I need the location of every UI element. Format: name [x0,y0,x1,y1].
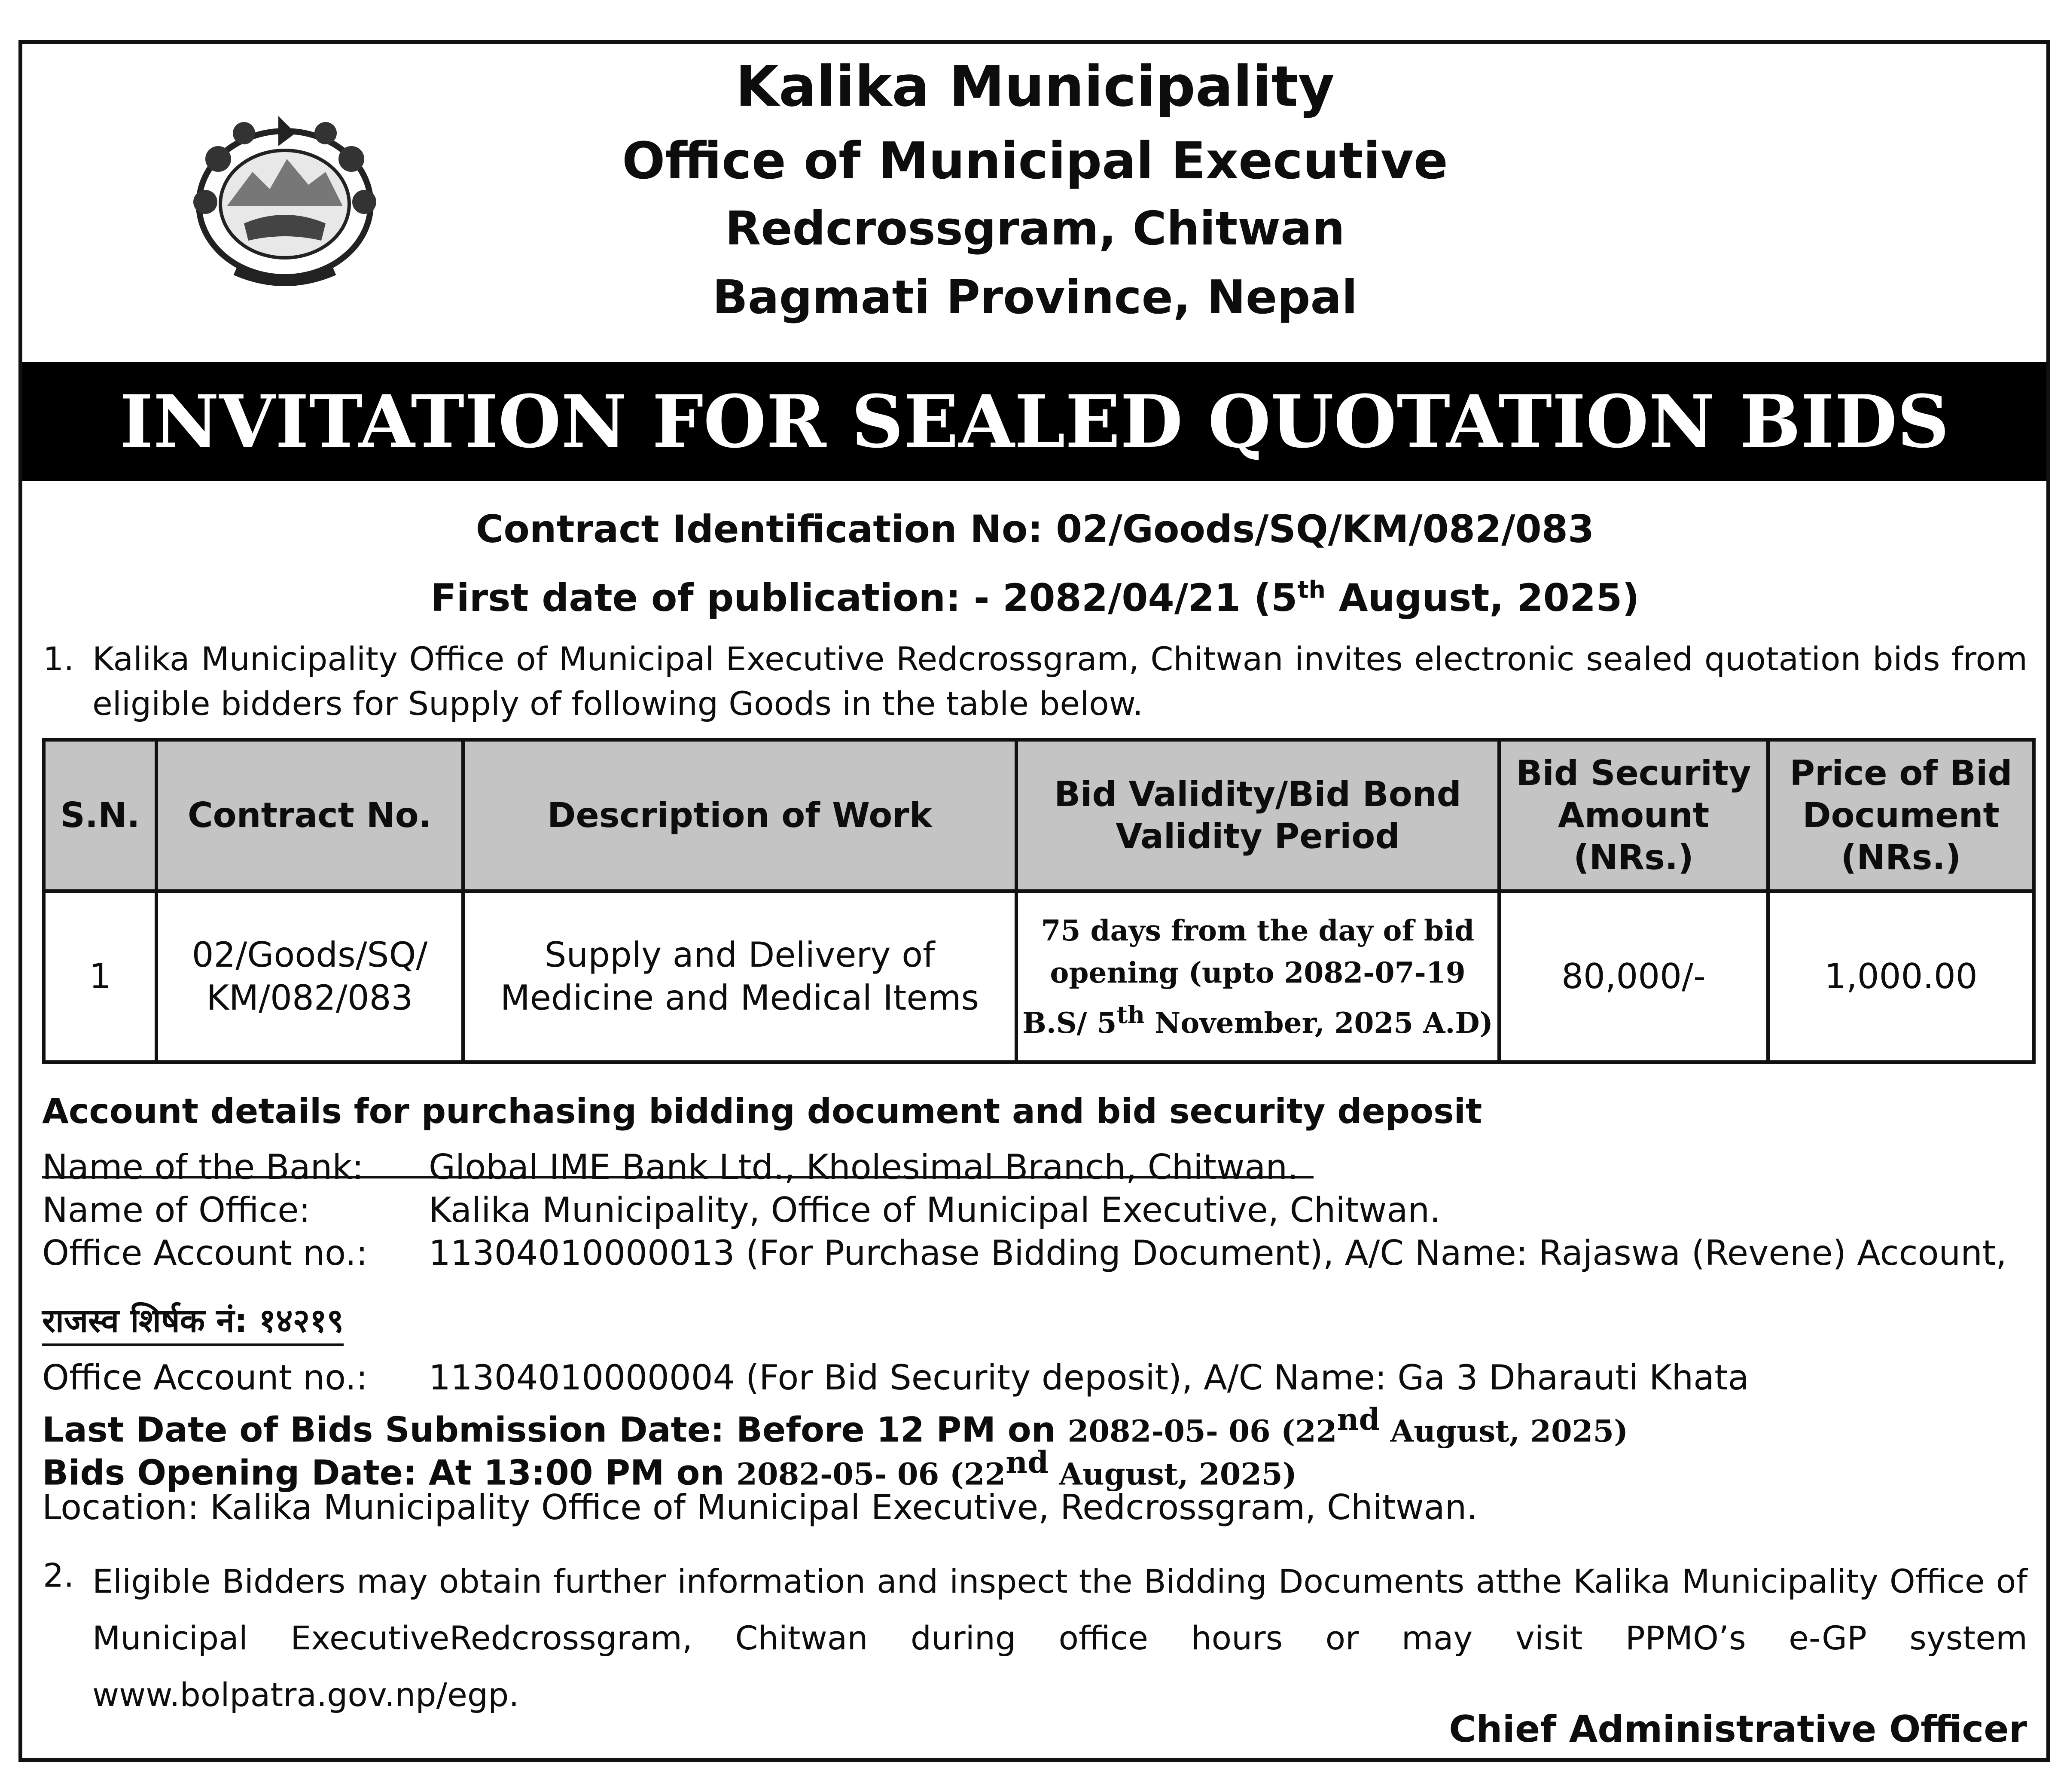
account-2-label: Office Account no.: [42,1358,368,1398]
bank-value: Global IME Bank Ltd., Kholesimal Branch, Chitwan. [429,1147,1299,1187]
header-description: Description of Work [463,740,1016,891]
account-details-title: Account details for purchasing bidding document and bid security deposit [42,1091,1482,1131]
opening-date-b: August, 2025) [1049,1456,1297,1492]
paragraph-text: Kalika Municipality Office of Municipal Executive Redcrossgram, Chitwan invites electronic sealed quotation bids from eligible bidders for Supply of following Goods in the table below. [92,640,2027,723]
cell-price: 1,000.00 [1768,891,2034,1062]
paragraph-2 [43,1553,2053,1714]
submission-date-a: 2082-05- 06 (22 [1067,1413,1337,1449]
municipality-name: Kalika Municipality [735,54,1335,119]
account-1-label: Office Account no.: [42,1233,368,1273]
bid-table [42,738,2036,1064]
header-price: Price of Bid Document (NRs.) [1768,740,2034,891]
validity-text-b: November, 2025 A.D) [1144,1006,1493,1040]
opening-label: Bids Opening Date: At 13:00 PM on [42,1453,737,1493]
publication-sup: th [1297,576,1326,604]
opening-sup: nd [1006,1444,1049,1480]
province-country: Bagmati Province, Nepal [712,271,1358,324]
cell-description: Supply and Delivery of Medicine and Medical Items [463,891,1016,1062]
cell-contract-no: 02/Goods/SQ/ KM/082/083 [156,891,463,1062]
cell-sn: 1 [44,891,156,1062]
validity-sup: th [1116,1000,1145,1029]
cell-security: 80,000/- [1499,891,1768,1062]
contract-identification: Contract Identification No: 02/Goods/SQ/KM/082/083 [476,507,1594,551]
publication-date [0,576,2070,620]
submission-label: Last Date of Bids Submission Date: Before 12 PM on [42,1410,1068,1450]
office-label: Name of Office: [42,1190,311,1230]
validity-text-a: 75 days from the day of bid opening (upto 2082-07-19 B.S/ 5 [1022,913,1475,1040]
publication-suffix: August, 2025) [1325,576,1640,620]
opening-date [42,1444,1297,1493]
submission-date-b: August, 2025) [1380,1413,1628,1449]
bank-label: Name of the Bank: [42,1147,364,1187]
office-name: Office of Municipal Executive [622,131,1448,190]
submission-deadline [42,1401,1628,1450]
cell-validity [1016,891,1499,1062]
paragraph-number: 2. [43,1556,74,1594]
header-contract-no: Contract No. [156,740,463,891]
notice-title-banner: INVITATION FOR SEALED QUOTATION BIDS [22,362,2046,481]
bid-location: Location: Kalika Municipality Office of Municipal Executive, Redcrossgram, Chitwan. [42,1487,1478,1527]
revenue-head: राजस्व शिर्षक नं: १४२१९ [42,1297,344,1346]
account-1-value: 11304010000013 (For Purchase Bidding Document), A/C Name: Rajaswa (Revene) Account, [429,1233,2007,1273]
opening-date-a: 2082-05- 06 (22 [736,1456,1006,1492]
office-location: Redcrossgram, Chitwan [725,202,1345,256]
header-validity: Bid Validity/Bid Bond Validity Period [1016,740,1499,891]
table-row [44,891,2034,1062]
header-security: Bid Security Amount (NRs.) [1499,740,1768,891]
submission-sup: nd [1337,1401,1380,1437]
table-header-row [44,740,2034,891]
signature: Chief Administrative Officer [1449,1708,2027,1751]
header-sn: S.N. [44,740,156,891]
publication-prefix: First date of publication: - 2082/04/21 (5 [430,576,1298,620]
paragraph-number: 1. [43,640,74,678]
office-value: Kalika Municipality, Office of Municipal Executive, Chitwan. [429,1190,1441,1230]
paragraph-text: Eligible Bidders may obtain further information and inspect the Bidding Documents atthe Kalika Municipality Office of Municipal ExecutiveRedcrossgram, Chitwan during office hours or may visit PPMO’s e-GP system www.bolpatra.gov.np/egp. [92,1562,2027,1714]
account-2-value: 11304010000004 (For Bid Security deposit), A/C Name: Ga 3 Dharauti Khata [429,1358,1749,1398]
paragraph-1 [43,637,2053,731]
